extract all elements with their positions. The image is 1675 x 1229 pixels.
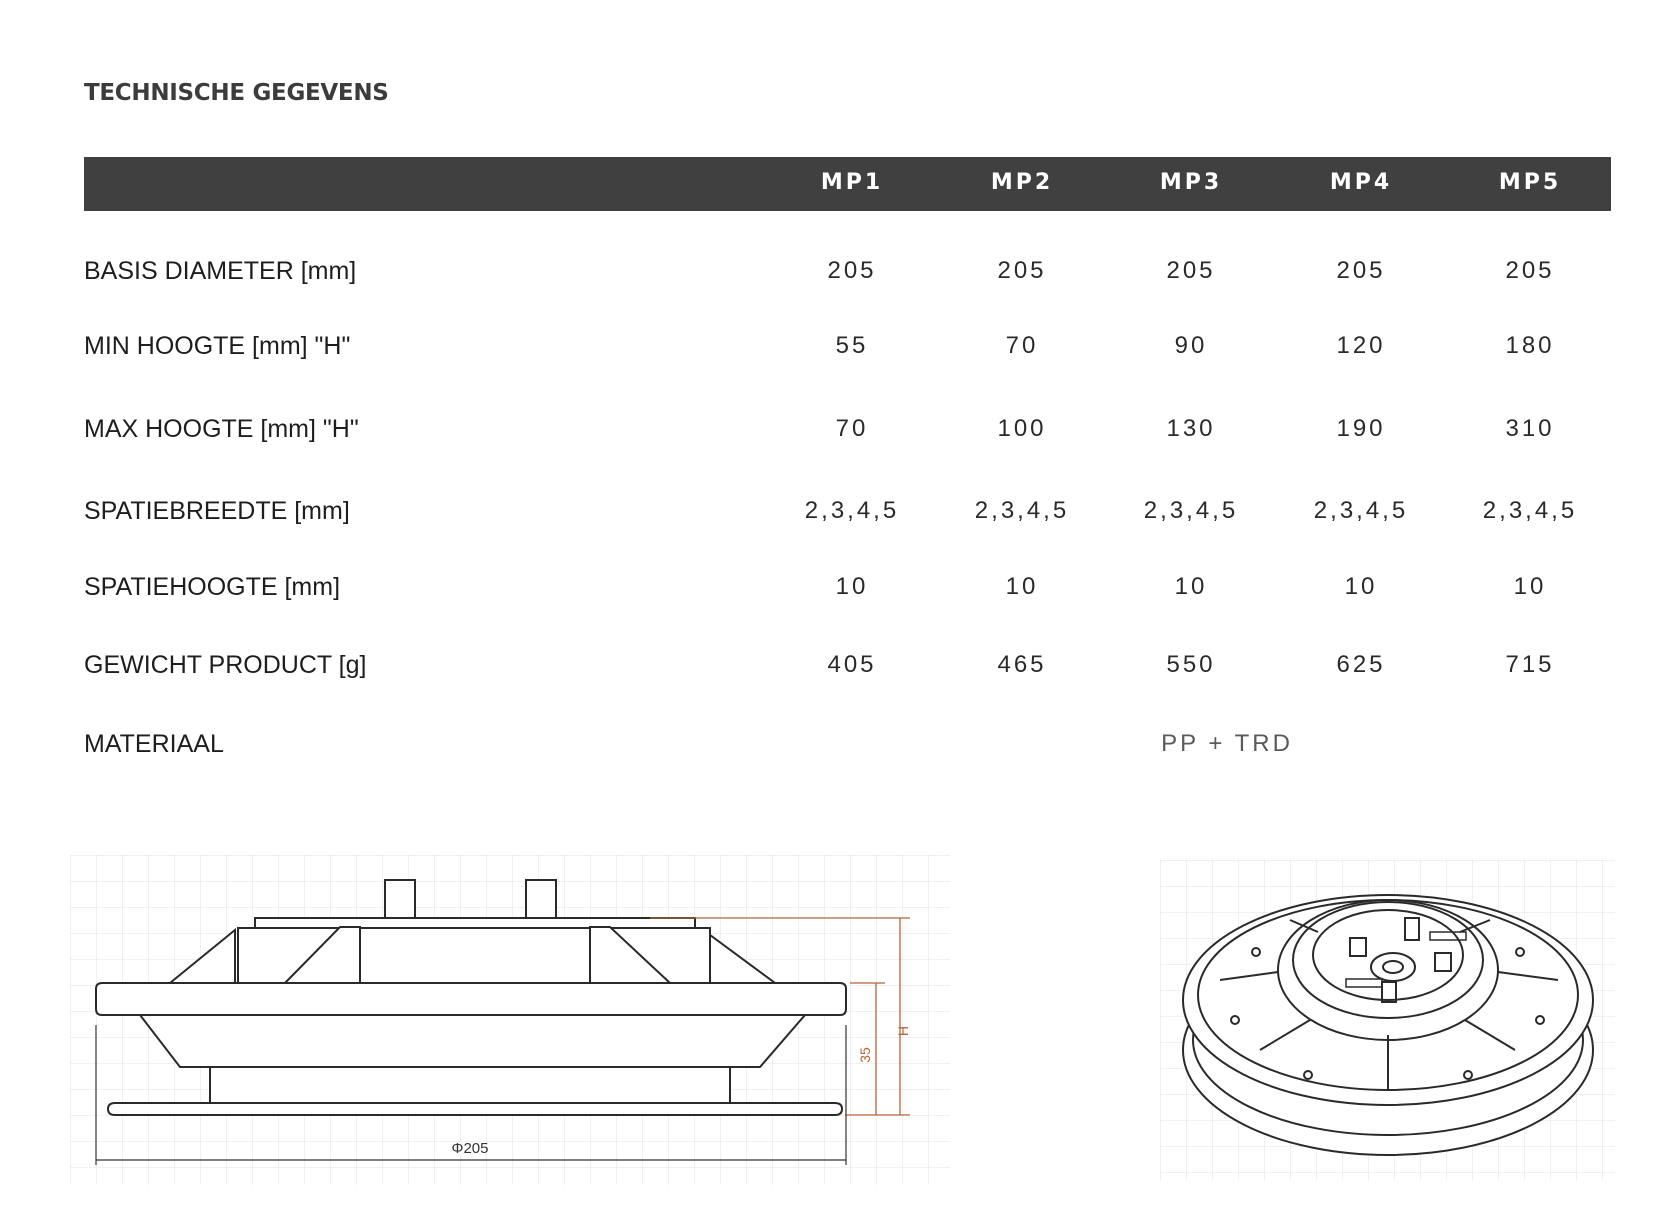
cell-value: 715 xyxy=(1505,651,1555,678)
table-row xyxy=(84,326,1611,366)
cell-value: 90 xyxy=(1174,332,1208,359)
cell-value: 2,3,4,5 xyxy=(974,497,1070,524)
material-value: PP + TRD xyxy=(1161,730,1293,757)
cell-value: 2,3,4,5 xyxy=(1143,497,1239,524)
cell-value: 550 xyxy=(1166,651,1216,678)
row-label: MAX HOOGTE [mm] "H" xyxy=(84,415,359,443)
table-row xyxy=(84,251,1611,291)
cell-value: 2,3,4,5 xyxy=(804,497,900,524)
row-label: MATERIAAL xyxy=(84,730,224,758)
cell-value: 10 xyxy=(1513,573,1547,600)
table-row xyxy=(84,491,1611,531)
column-header-mp2: MP2 xyxy=(990,170,1054,195)
side-view-drawing xyxy=(70,855,950,1185)
table-row-material xyxy=(84,724,1611,764)
row-label: SPATIEBREEDTE [mm] xyxy=(84,497,350,525)
cell-value: 10 xyxy=(835,573,869,600)
column-header-mp1: MP1 xyxy=(820,170,884,195)
cell-value: 625 xyxy=(1336,651,1386,678)
cell-value: 205 xyxy=(997,257,1047,284)
table-row xyxy=(84,567,1611,607)
cell-value: 205 xyxy=(1505,257,1555,284)
column-header-mp5: MP5 xyxy=(1498,170,1562,195)
cell-value: 2,3,4,5 xyxy=(1482,497,1578,524)
cell-value: 10 xyxy=(1344,573,1378,600)
table-header xyxy=(84,157,1611,211)
cell-value: 55 xyxy=(835,332,869,359)
table-row xyxy=(84,409,1611,449)
dimension-35-label: 35 xyxy=(857,1047,873,1063)
column-header-mp4: MP4 xyxy=(1329,170,1393,195)
cell-value: 205 xyxy=(827,257,877,284)
cell-value: 2,3,4,5 xyxy=(1313,497,1409,524)
row-label: BASIS DIAMETER [mm] xyxy=(84,257,357,285)
cell-value: 10 xyxy=(1174,573,1208,600)
cell-value: 205 xyxy=(1336,257,1386,284)
cell-value: 120 xyxy=(1336,332,1386,359)
cell-value: 130 xyxy=(1166,415,1216,442)
cell-value: 10 xyxy=(1005,573,1039,600)
row-label: SPATIEHOOGTE [mm] xyxy=(84,573,341,601)
cell-value: 205 xyxy=(1166,257,1216,284)
cell-value: 70 xyxy=(1005,332,1039,359)
diameter-label: Φ205 xyxy=(451,1140,489,1157)
pedestal-outline xyxy=(1183,895,1593,1155)
cell-value: 310 xyxy=(1505,415,1555,442)
page-title: TECHNISCHE GEGEVENS xyxy=(84,80,389,106)
column-header-mp3: MP3 xyxy=(1159,170,1223,195)
cell-value: 100 xyxy=(997,415,1047,442)
cell-value: 180 xyxy=(1505,332,1555,359)
table-row xyxy=(84,645,1611,685)
cell-value: 405 xyxy=(827,651,877,678)
cell-value: 190 xyxy=(1336,415,1386,442)
cell-value: 70 xyxy=(835,415,869,442)
row-label: MIN HOOGTE [mm] "H" xyxy=(84,332,351,360)
row-label: GEWICHT PRODUCT [g] xyxy=(84,651,367,679)
spec-table xyxy=(84,157,1611,758)
cell-value: 465 xyxy=(997,651,1047,678)
height-label: H xyxy=(895,1025,911,1037)
isometric-drawing xyxy=(1160,860,1615,1180)
